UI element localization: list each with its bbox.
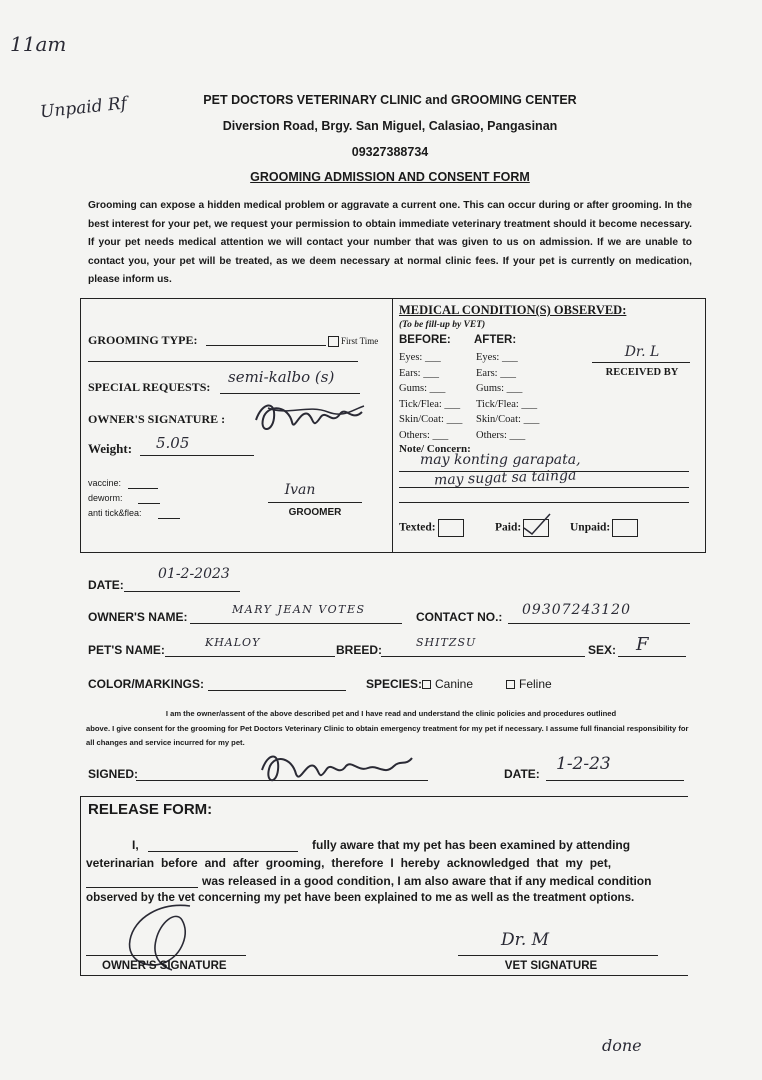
- paid-field[interactable]: [495, 519, 549, 537]
- groomer-field[interactable]: [268, 502, 362, 503]
- canine-checkbox[interactable]: [422, 680, 431, 689]
- after-skin-coat[interactable]: Skin/Coat: ___: [476, 414, 540, 425]
- color-markings-field[interactable]: [208, 690, 346, 691]
- consent-line-2: above. I give consent for the grooming for Pet Doctors Veterinary Clinic to obtain emergency treatment for my pet if necessary. I assume full financial responsibility for all changes and service incurred for my pet.: [86, 724, 689, 747]
- pets-name-field[interactable]: [165, 656, 335, 657]
- pets-name-value: KHALOY: [205, 636, 261, 649]
- note-value-1: may konting garapata,: [420, 452, 581, 468]
- owner-signature-scribble: [248, 396, 368, 442]
- date-field[interactable]: [124, 591, 240, 592]
- note-line-3[interactable]: [399, 502, 689, 503]
- after-column: [476, 350, 556, 443]
- texted-field[interactable]: [399, 519, 464, 537]
- before-gums[interactable]: Gums: ___: [399, 383, 446, 394]
- antitick-label: anti tick&flea:: [88, 508, 142, 518]
- breed-field[interactable]: [381, 656, 585, 657]
- release-owner-name-field[interactable]: [148, 851, 298, 852]
- first-time-box[interactable]: [328, 336, 339, 347]
- medical-subtitle: (To be fill-up by VET): [399, 320, 486, 330]
- before-ears[interactable]: Ears: ___: [399, 367, 439, 379]
- after-ears[interactable]: Ears: ___: [476, 367, 516, 379]
- vaccine-label: vaccine:: [88, 478, 122, 488]
- pets-name-label: PET'S NAME:: [88, 643, 165, 657]
- vet-signature-value: Dr. M: [500, 930, 550, 950]
- check-mark-icon: [522, 512, 552, 536]
- owner-name-field[interactable]: [190, 623, 402, 624]
- consent-signature-scribble: [256, 748, 416, 792]
- unpaid-checkbox[interactable]: [612, 519, 638, 537]
- clinic-name: PET DOCTORS VETERINARY CLINIC and GROOMING CENTER: [203, 93, 577, 107]
- sex-label: SEX:: [588, 643, 617, 657]
- special-requests-field[interactable]: [220, 393, 360, 394]
- intro-text: Grooming can expose a hidden medical problem or aggravate a current one. This can occur during or after grooming. In the best interest for your pet, we request your permission to obtain immediate veterinary treatment should it become necessary. If your pet needs medical attention we will contact your number that was given to us on admission. If we are unable to contact you, your pet will be treated, as we deem necessary at normal clinic fees. If your pet is currently on medication, please inform us.: [88, 200, 692, 285]
- weight-label: Weight:: [88, 441, 133, 456]
- vaccine-field[interactable]: [128, 488, 158, 489]
- after-others[interactable]: Others: ___: [476, 429, 526, 441]
- before-label: BEFORE:: [399, 334, 451, 346]
- margin-note-unpaid: Unpaid Rf: [39, 93, 128, 123]
- feline-label: Feline: [519, 677, 552, 691]
- breed-value: SHITZSU: [416, 636, 477, 649]
- weight-field[interactable]: [140, 455, 254, 456]
- received-by-field[interactable]: [592, 362, 690, 363]
- contact-label: CONTACT NO.:: [416, 610, 503, 624]
- deworm-label: deworm:: [88, 493, 123, 503]
- release-text-4: observed by the vet concerning my pet have been explained to me as well as the treatment options.: [86, 891, 635, 904]
- vet-signature-label: VET SIGNATURE: [504, 960, 598, 972]
- before-tick-flea[interactable]: Tick/Flea: ___: [399, 398, 461, 410]
- color-markings-label: COLOR/MARKINGS:: [88, 677, 204, 691]
- note-label: Note/ Concern:: [399, 443, 471, 455]
- feline-checkbox[interactable]: [506, 680, 515, 689]
- breed-label: BREED:: [336, 643, 383, 657]
- medical-title: MEDICAL CONDITION(S) OBSERVED:: [399, 303, 627, 317]
- consent-date-label: DATE:: [504, 767, 540, 781]
- sex-value: F: [636, 634, 649, 655]
- after-label: AFTER:: [474, 334, 517, 346]
- signed-label: SIGNED:: [88, 767, 139, 781]
- paid-checkbox[interactable]: [523, 519, 549, 537]
- received-by-label: RECEIVED BY: [605, 367, 679, 378]
- release-title: RELEASE FORM:: [88, 801, 213, 818]
- special-requests-value: semi-kalbo (s): [228, 368, 335, 386]
- clinic-phone: 09327388734: [351, 145, 429, 159]
- deworm-field[interactable]: [138, 503, 160, 504]
- texted-checkbox[interactable]: [438, 519, 464, 537]
- canine-label: Canine: [435, 677, 474, 691]
- paid-label: Paid:: [495, 521, 522, 534]
- box-divider: [392, 298, 393, 553]
- sex-field[interactable]: [618, 656, 686, 657]
- after-tick-flea[interactable]: Tick/Flea: ___: [476, 398, 538, 410]
- texted-label: Texted:: [399, 521, 436, 534]
- margin-note-time: 11am: [10, 32, 67, 56]
- after-gums[interactable]: Gums: ___: [476, 383, 523, 394]
- weight-value: 5.05: [156, 434, 190, 452]
- consent-line-1: I am the owner/assent of the above described pet and I have read and understand the clinic policies and procedures outlined: [165, 709, 617, 718]
- grooming-type-field[interactable]: [206, 345, 326, 346]
- owner-name-value: MARY JEAN VOTES: [232, 603, 366, 616]
- release-owner-signature-field[interactable]: [86, 955, 246, 956]
- grooming-type-label: GROOMING TYPE:: [88, 333, 198, 347]
- first-time-label: First Time: [341, 336, 379, 346]
- unpaid-label: Unpaid:: [570, 521, 611, 534]
- margin-note-done: done: [602, 1036, 642, 1055]
- groomer-name-value: Ivan: [284, 482, 316, 498]
- unpaid-field[interactable]: [570, 519, 638, 537]
- first-time-checkbox[interactable]: [328, 336, 378, 347]
- owner-name-label: OWNER'S NAME:: [88, 610, 188, 624]
- before-eyes[interactable]: Eyes: ___: [399, 352, 441, 363]
- note-value-2: may sugat sa tainga: [433, 467, 577, 489]
- date-value: 01-2-2023: [158, 566, 230, 582]
- release-pet-name-field[interactable]: [86, 887, 198, 888]
- species-label: SPECIES:: [366, 677, 423, 691]
- owners-signature-label: OWNER'S SIGNATURE :: [88, 412, 226, 426]
- release-text-1: fully aware that my pet has been examined by attending: [312, 838, 631, 852]
- release-text-i: I,: [132, 838, 139, 852]
- form-title: GROOMING ADMISSION AND CONSENT FORM: [250, 170, 530, 184]
- release-text-3: was released in a good condition, I am also aware that if any medical condition: [202, 874, 652, 888]
- contact-field[interactable]: [508, 623, 690, 624]
- special-requests-label: SPECIAL REQUESTS:: [88, 380, 211, 394]
- grooming-type-line2: [88, 361, 358, 362]
- received-by-value: Dr. L: [624, 344, 660, 360]
- clinic-address: Diversion Road, Brgy. San Miguel, Calasiao, Pangasinan: [222, 119, 558, 133]
- release-text-2: veterinarian before and after grooming, therefore I hereby acknowledged that my pet,: [86, 856, 612, 870]
- species-feline-option[interactable]: [506, 677, 552, 691]
- consent-date-value: 1-2-23: [556, 754, 611, 774]
- before-others[interactable]: Others: ___: [399, 429, 449, 441]
- contact-value: 09307243120: [522, 602, 631, 618]
- after-eyes[interactable]: Eyes: ___: [476, 352, 518, 363]
- consent-date-field[interactable]: [546, 780, 684, 781]
- species-canine-option[interactable]: [422, 677, 473, 691]
- date-label: DATE:: [88, 578, 124, 592]
- antitick-field[interactable]: [158, 518, 180, 519]
- groomer-label: GROOMER: [288, 507, 342, 518]
- before-column: [399, 350, 471, 443]
- release-owner-signature-label: OWNER'S SIGNATURE: [102, 960, 227, 972]
- vet-signature-field[interactable]: [458, 955, 658, 956]
- before-skin-coat[interactable]: Skin/Coat: ___: [399, 414, 463, 425]
